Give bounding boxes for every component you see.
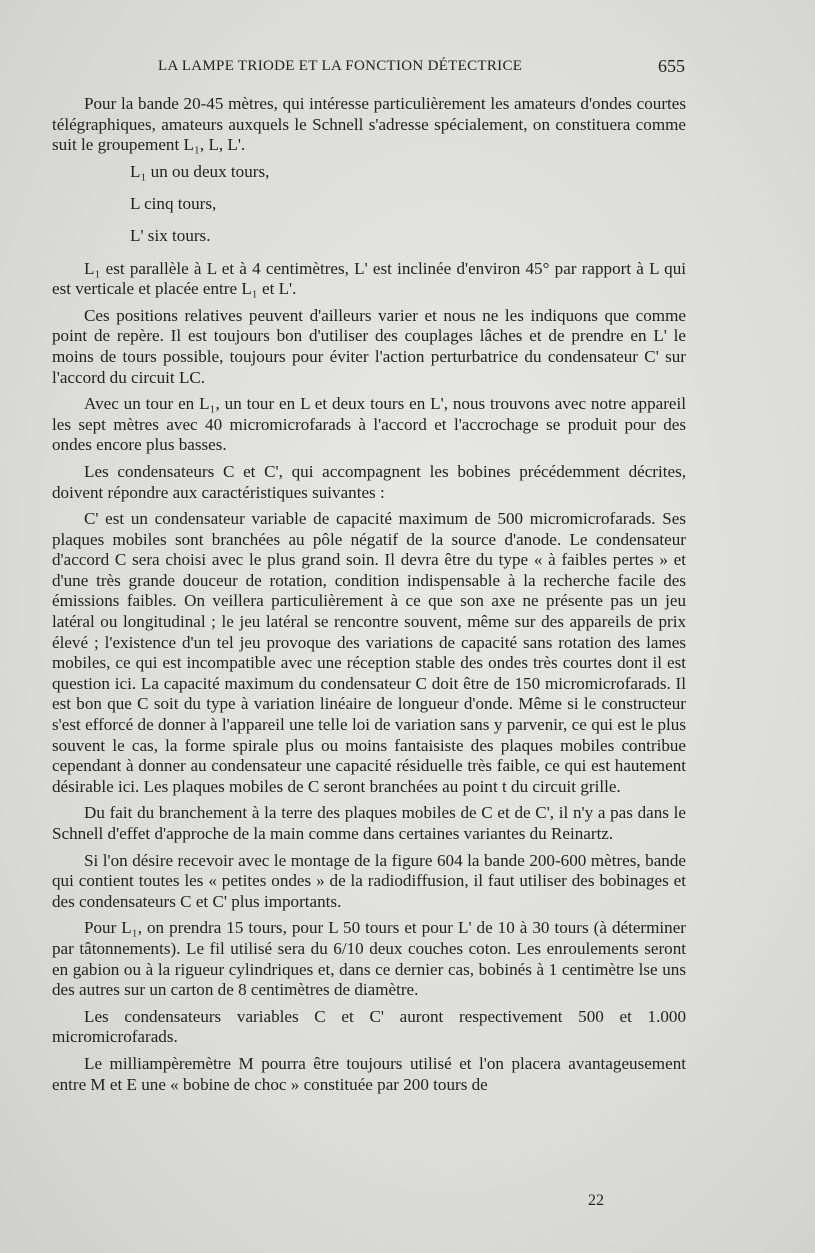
signature-mark: 22 (588, 1192, 604, 1209)
paragraph: C' est un condensateur variable de capacité maximum de 500 micromicrofarads. Ses plaques mobiles sont branchées au pôle négatif de la source d'anode. Le condensateur d'accord C sera choisi avec le plus grand soin. Il devra être du type « à faibles pertes » et d'une très grande douceur de rotation, condition indispensable à la recherche facile des émissions faibles. On veillera particulièrement à ce que son axe ne présente pas un jeu latéral ou longitudinal ; le jeu latéral se rencontre souvent, même sur des appareils de prix élevé ; l'existence d'un tel jeu provoque des variations de capacité sans rotation des lames mobiles, ce qui est incompatible avec une réception stable des ondes très courtes dont il est question ici. La capacité maximum du condensateur C doit être de 150 micromicrofarads. Il est bon que C soit du type à variation linéaire de longueur d'onde. Même si le constructeur s'est efforcé de donner à l'appareil une telle loi de variation sans y parvenir, ce qui est le plus souvent le cas, la forme spirale plus ou moins fantaisiste des plaques mobiles contribue cependant à donner au condensateur une capacité résiduelle très faible, ce qui est hautement désirable ici. Les plaques mobiles de C seront branchées au point t du circuit grille. (52, 509, 686, 796)
paragraph: Avec un tour en L₁, un tour en L et deux tours en L', nous trouvons avec notre appareil les sept mètres avec 40 micromicrofarads à l'accord et l'accrochage se produit pour des ondes encore plus basses. (52, 394, 686, 455)
paragraph: Pour L₁, on prendra 15 tours, pour L 50 tours et pour L' de 10 à 30 tours (à déterminer par tâtonnements). Le fil utilisé sera du 6/10 deux couches coton. Les enroulements seront en gabion ou à la rigueur cylindriques et, dans ce dernier cas, bobinés à 1 centimètre lse uns des autres sur un carton de 8 centimètres de diamètre. (52, 918, 686, 1000)
paragraph: Pour la bande 20-45 mètres, qui intéresse particulièrement les amateurs d'ondes courtes télégraphiques, amateurs auxquels le Schnell s'adresse spécialement, on constituera comme suit le groupement L₁, L, L'. (52, 94, 686, 155)
paragraph: Ces positions relatives peuvent d'ailleurs varier et nous ne les indiquons que comme point de repère. Il est toujours bon d'utiliser des couplages lâches et de prendre en L' le moins de tours possible, toujours pour éviter l'action perturbatrice du condensateur C' sur l'accord du circuit LC. (52, 305, 686, 387)
paragraph: Du fait du branchement à la terre des plaques mobiles de C et de C', il n'y a pas dans le Schnell d'effet d'approche de la main comme dans certaines variantes du Reinartz. (52, 803, 686, 843)
paragraph: Si l'on désire recevoir avec le montage de la figure 604 la bande 200-600 mètres, bande qui contient toutes les « petites ondes » de la radiodiffusion, il faut utiliser des bobinages et des condensateurs C et C' plus importants. (52, 850, 686, 911)
paragraph: L₁ est parallèle à L et à 4 centimètres, L' est inclinée d'environ 45° par rapport à L qui est verticale et placée entre L₁ et L'. (52, 258, 686, 299)
paragraph: Les condensateurs C et C', qui accompagnent les bobines précédemment décrites, doivent répondre aux caractéristiques suivantes : (52, 461, 686, 502)
running-header: LA LAMPE TRIODE ET LA FONCTION DÉTECTRICE (158, 58, 523, 74)
list-item: L₁ un ou deux tours, (130, 161, 270, 181)
body-text (52, 94, 686, 1101)
paragraph: Le milliampèremètre M pourra être toujours utilisé et l'on placera avantageusement entre M et E une « bobine de choc » constituée par 200 tours de (52, 1053, 686, 1094)
list-item: L cinq tours, (130, 193, 217, 213)
coil-list (130, 162, 686, 247)
list-item: L' six tours. (130, 225, 211, 245)
paragraph: Les condensateurs variables C et C' auront respectivement 500 et 1.000 micromicrofarads. (52, 1006, 686, 1047)
page-number: 655 (658, 56, 685, 76)
